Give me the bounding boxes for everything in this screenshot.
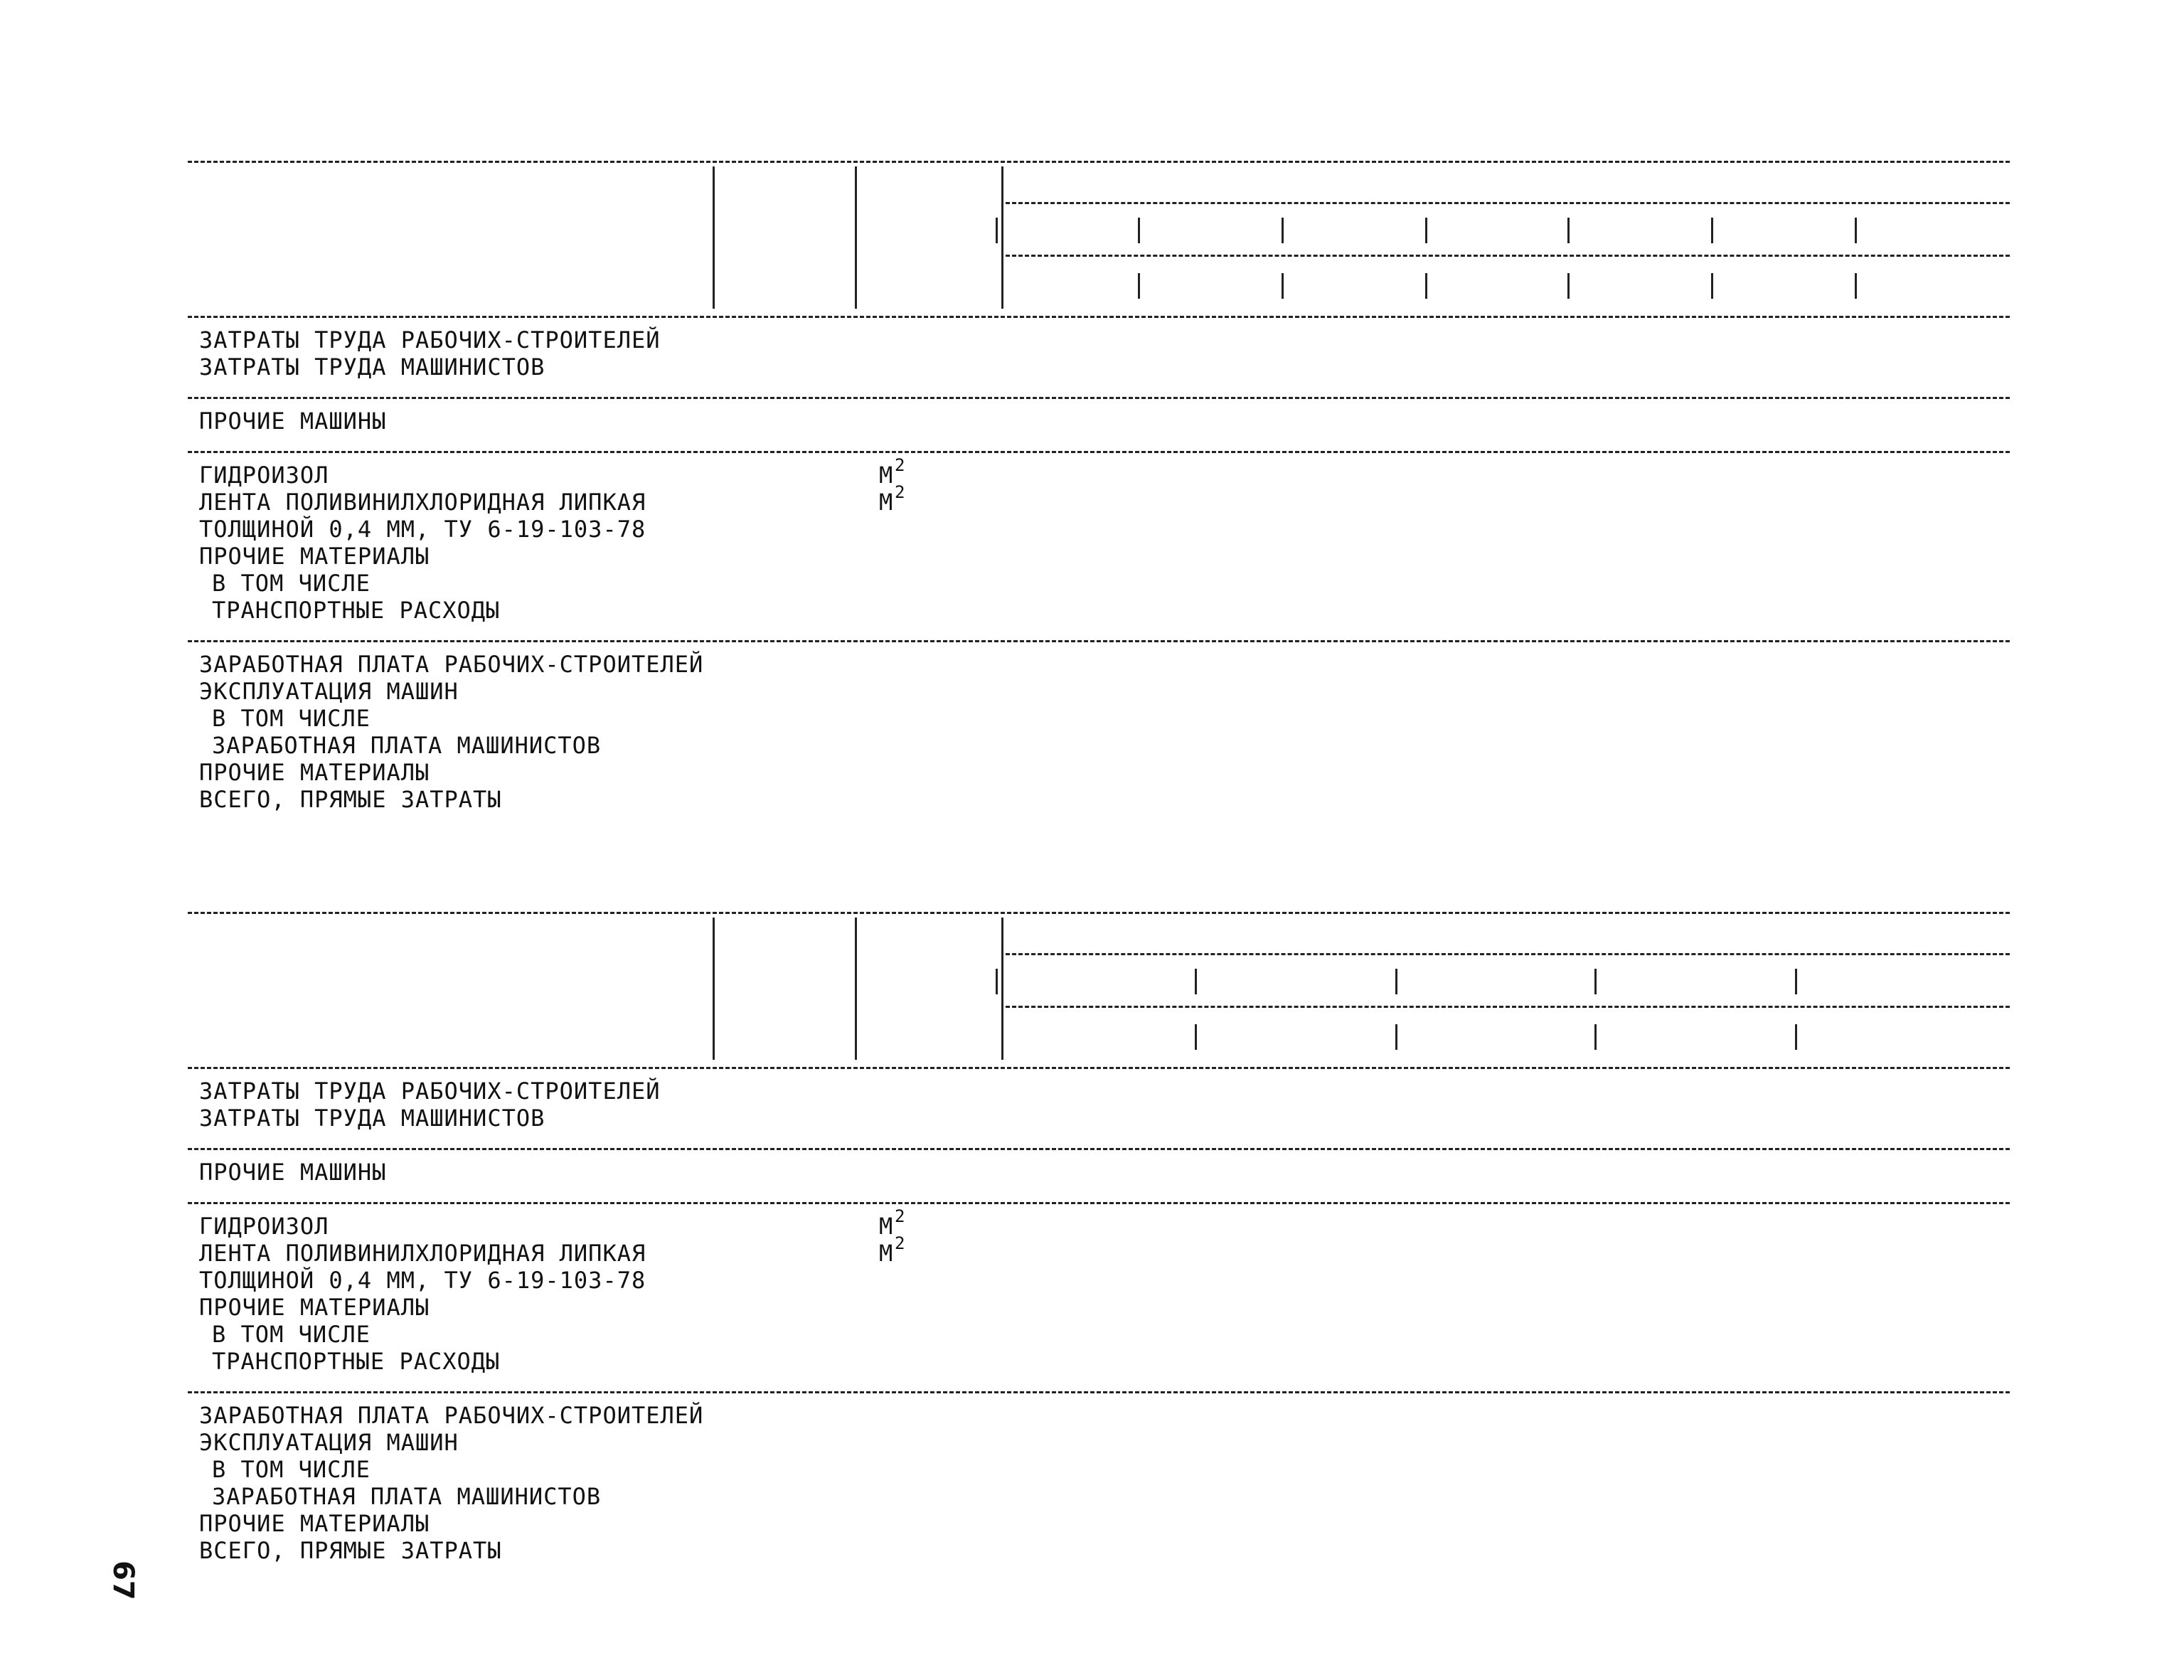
- row-name: ВСЕГО, ПРЯМЫЕ ЗАТРАТЫ: [199, 1537, 502, 1564]
- row-name: ЗАТРАТЫ ТРУДА РАБОЧИХ-СТРОИТЕЛЕЙ: [199, 326, 661, 353]
- row-name: ТОЛЩИНОЙ 0,4 ММ, ТУ 6-19-103-78: [199, 516, 646, 543]
- column-separator: [996, 969, 998, 994]
- column-separator: [1001, 166, 1003, 309]
- row-name: ПРОЧИЕ МАШИНЫ: [199, 1159, 387, 1186]
- row-name: ЛЕНТА ПОЛИВИНИЛХЛОРИДНАЯ ЛИПКАЯ: [199, 489, 646, 516]
- section-rule: [188, 397, 2010, 399]
- column-separator: [1282, 273, 1284, 299]
- section-rule: [188, 1391, 2010, 1393]
- table-top-rule: [188, 161, 2010, 163]
- table-top-rule: [188, 912, 2010, 914]
- row-name: ЗАРАБОТНАЯ ПЛАТА РАБОЧИХ-СТРОИТЕЛЕЙ: [199, 651, 704, 678]
- column-separator: [1795, 969, 1797, 994]
- column-separator: [1425, 273, 1427, 299]
- section-rule: [188, 1202, 2010, 1204]
- row-name: ТОЛЩИНОЙ 0,4 ММ, ТУ 6-19-103-78: [199, 1267, 646, 1294]
- row-name: ЗАРАБОТНАЯ ПЛАТА РАБОЧИХ-СТРОИТЕЛЕЙ: [199, 1402, 704, 1429]
- row-unit: М: [879, 462, 894, 489]
- row-name: В ТОМ ЧИСЛЕ: [212, 1321, 371, 1348]
- column-separator: [713, 166, 715, 309]
- row-name: В ТОМ ЧИСЛЕ: [212, 1456, 371, 1483]
- row-name: ЭКСПЛУАТАЦИЯ МАШИН: [199, 1429, 459, 1456]
- column-separator: [1594, 1024, 1597, 1050]
- column-separator: [1425, 218, 1427, 243]
- row-name: ПРОЧИЕ МАТЕРИАЛЫ: [199, 1510, 430, 1537]
- column-separator: [1395, 969, 1397, 994]
- row-name: ЭКСПЛУАТАЦИЯ МАШИН: [199, 678, 459, 705]
- row-name: ВСЕГО, ПРЯМЫЕ ЗАТРАТЫ: [199, 786, 502, 813]
- row-name: ПРОЧИЕ МАШИНЫ: [199, 408, 387, 435]
- row-name: ЗАРАБОТНАЯ ПЛАТА МАШИНИСТОВ: [212, 1483, 602, 1510]
- page-number: 67: [107, 1561, 139, 1600]
- column-separator: [1138, 218, 1140, 243]
- row-name: ТРАНСПОРТНЫЕ РАСХОДЫ: [212, 1348, 501, 1375]
- column-separator: [855, 918, 857, 1060]
- row-unit: М: [879, 489, 894, 516]
- row-name: В ТОМ ЧИСЛЕ: [212, 570, 371, 597]
- column-separator: [996, 218, 998, 243]
- header-subrule: [1006, 953, 2010, 955]
- column-separator: [1395, 1024, 1397, 1050]
- row-unit: М: [879, 1213, 894, 1240]
- column-separator: [1855, 273, 1857, 299]
- header-subrule: [1006, 1006, 2010, 1008]
- section-rule: [188, 640, 2010, 642]
- row-name: ГИДРОИЗОЛ: [199, 462, 329, 489]
- row-name: ПРОЧИЕ МАТЕРИАЛЫ: [199, 1294, 430, 1321]
- row-name: ПРОЧИЕ МАТЕРИАЛЫ: [199, 543, 430, 570]
- row-unit-superscript: 2: [895, 1206, 906, 1226]
- row-name: ЛЕНТА ПОЛИВИНИЛХЛОРИДНАЯ ЛИПКАЯ: [199, 1240, 646, 1267]
- row-unit-superscript: 2: [895, 482, 906, 502]
- column-separator: [855, 166, 857, 309]
- column-separator: [1567, 218, 1570, 243]
- row-name: ЗАРАБОТНАЯ ПЛАТА МАШИНИСТОВ: [212, 732, 602, 759]
- row-name: ЗАТРАТЫ ТРУДА МАШИНИСТОВ: [199, 1105, 545, 1132]
- row-unit-superscript: 2: [895, 1233, 906, 1253]
- row-name: ЗАТРАТЫ ТРУДА МАШИНИСТОВ: [199, 353, 545, 381]
- column-separator: [1855, 218, 1857, 243]
- section-rule: [188, 451, 2010, 453]
- row-name: В ТОМ ЧИСЛЕ: [212, 705, 371, 732]
- section-rule: [188, 1067, 2010, 1069]
- column-separator: [1594, 969, 1597, 994]
- row-unit-superscript: 2: [895, 455, 906, 475]
- column-separator: [1001, 918, 1003, 1060]
- column-separator: [1282, 218, 1284, 243]
- header-subrule: [1006, 202, 2010, 204]
- section-rule: [188, 1148, 2010, 1150]
- column-separator: [1195, 969, 1197, 994]
- row-name: ЗАТРАТЫ ТРУДА РАБОЧИХ-СТРОИТЕЛЕЙ: [199, 1078, 661, 1105]
- row-name: ТРАНСПОРТНЫЕ РАСХОДЫ: [212, 597, 501, 624]
- row-unit: М: [879, 1240, 894, 1267]
- column-separator: [1195, 1024, 1197, 1050]
- column-separator: [1711, 273, 1713, 299]
- column-separator: [1138, 273, 1140, 299]
- column-separator: [1795, 1024, 1797, 1050]
- column-separator: [713, 918, 715, 1060]
- row-name: ГИДРОИЗОЛ: [199, 1213, 329, 1240]
- column-separator: [1567, 273, 1570, 299]
- section-rule: [188, 316, 2010, 318]
- header-subrule: [1006, 255, 2010, 257]
- row-name: ПРОЧИЕ МАТЕРИАЛЫ: [199, 759, 430, 786]
- column-separator: [1711, 218, 1713, 243]
